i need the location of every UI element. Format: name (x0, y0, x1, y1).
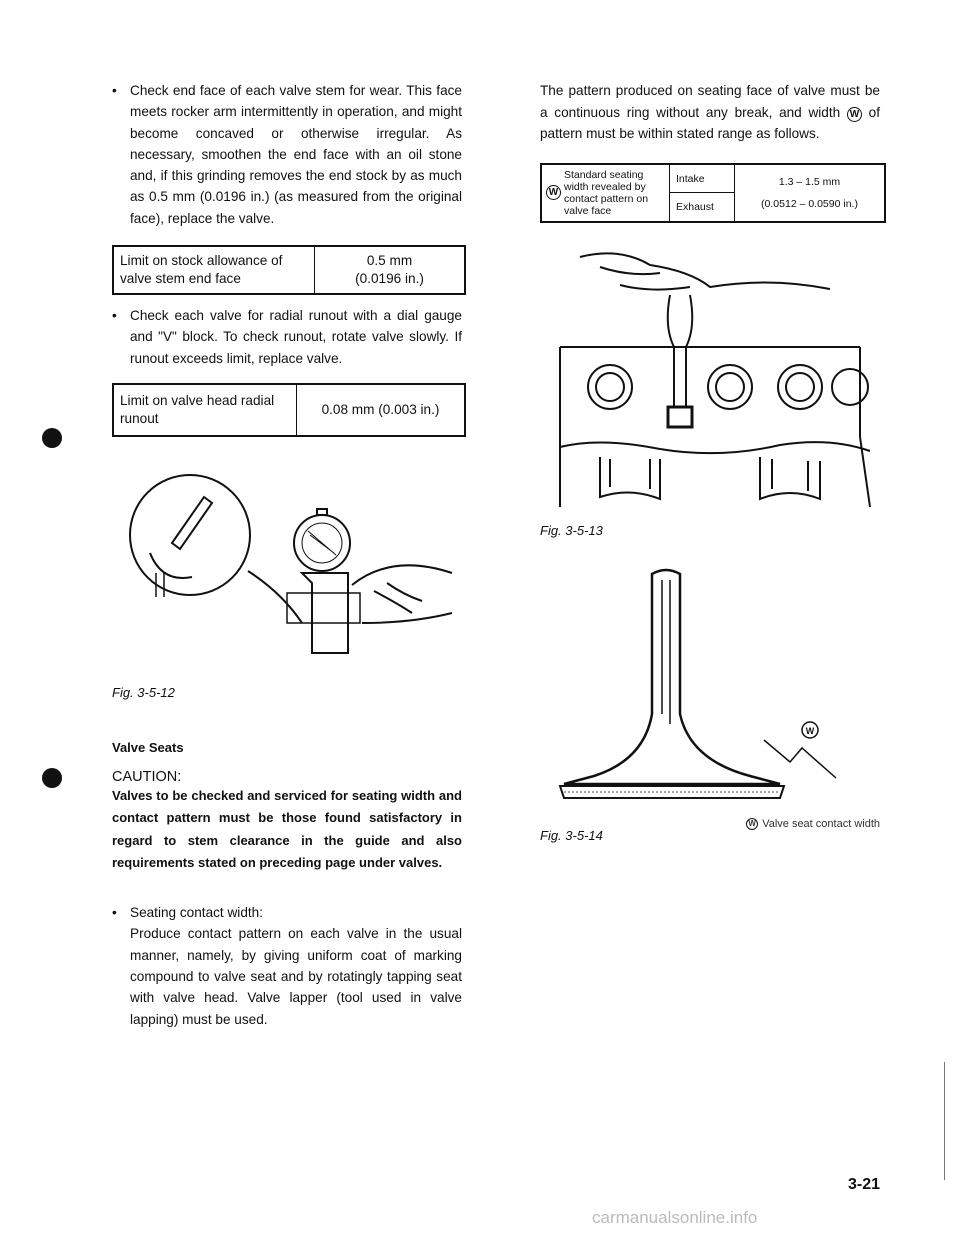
spec-label: Limit on valve head radial runout (114, 385, 297, 435)
figure-valve-profile (540, 564, 880, 804)
seating-width-table (540, 163, 886, 223)
spec-table-radial-runout (112, 383, 466, 437)
page-number: 3-21 (848, 1176, 881, 1193)
spec-value-in: (0.0196 in.) (355, 271, 424, 287)
bullet-title: • Seating contact width: (130, 905, 263, 921)
page-edge-line (944, 1062, 945, 1180)
seat-exhaust: Exhaust (676, 201, 714, 214)
seat-value-in: (0.0512 – 0.0590 in.) (761, 197, 858, 210)
section-title: Valve Seats (112, 739, 184, 755)
bullet-text: Produce contact pattern on each valve in the usual manner, namely, by giving uniform coat of marking compound to valve seat and by rotatingly tapping seat with valve head. Valve lapper (tool used in valve lapping) must be used. (130, 926, 462, 1027)
width-symbol-icon: W (746, 818, 758, 830)
intro-paragraph (540, 80, 880, 145)
spec-value-mm: 0.5 mm (366, 253, 413, 269)
seat-table-value (735, 165, 884, 221)
figure-caption: Fig. 3-5-13 (540, 522, 603, 538)
bullet-stem-end-wear: • Check end face of each valve stem for wear. This face meets rocker arm intermittently in operation, and might become concaved or otherwise irregular. As necessary, smoothen the end face with an oil stone and, if this grinding removes the end stock by as much as 0.5 mm (0.0196 in.) (as measured from the original face), replace the valve. (112, 80, 462, 229)
right-column (540, 80, 880, 843)
caution-text: Valves to be checked and serviced for seating width and contact pattern must be those found satisfactory in regard to stem clearance in the guide and also requirements stated on preceding page under valves. (112, 787, 462, 870)
bullet-seating-width (112, 902, 462, 1030)
watermark: carmanualsonline.info (592, 1208, 758, 1227)
width-symbol-icon: W (546, 185, 561, 200)
figure-caption-row (540, 818, 880, 843)
svg-text:W: W (805, 725, 815, 736)
seat-intake: Intake (670, 165, 734, 194)
registration-dot (42, 428, 62, 448)
figure-caption: Fig. 3-5-14 (540, 827, 603, 843)
seat-table-label: Standard seating width revealed by contact pattern on valve face (564, 168, 649, 217)
seat-table-label-cell (542, 165, 670, 221)
intro-text-b: of pattern must be within stated range as follows. (540, 104, 881, 142)
width-symbol-icon: W (847, 107, 862, 122)
figure-legend (746, 818, 880, 830)
caution-title: CAUTION: (112, 768, 182, 785)
spec-label: Limit on stock allowance of valve stem end face (114, 247, 315, 293)
registration-dot (42, 768, 62, 788)
seat-value-mm: 1.3 – 1.5 mm (778, 175, 841, 188)
seat-table-valve-types (670, 165, 735, 221)
figure-caption: Fig. 3-5-12 (112, 684, 175, 700)
spec-value (315, 247, 464, 293)
figure-dial-gauge (112, 473, 462, 673)
spec-table-stem-end (112, 245, 466, 295)
spec-value: 0.08 mm (0.003 in.) (321, 401, 440, 417)
bullet-radial-runout: • Check each valve for radial runout with a dial gauge and "V" block. To check runout, rotate valve slowly. If runout exceeds limit, replace valve. (112, 305, 462, 369)
intro-text-a: The pattern produced on seating face of valve must be a continuous ring without any break, and width (540, 83, 880, 120)
legend-text: Valve seat contact width (762, 817, 880, 830)
figure-valve-lapping (540, 237, 880, 517)
left-column (112, 80, 462, 1030)
